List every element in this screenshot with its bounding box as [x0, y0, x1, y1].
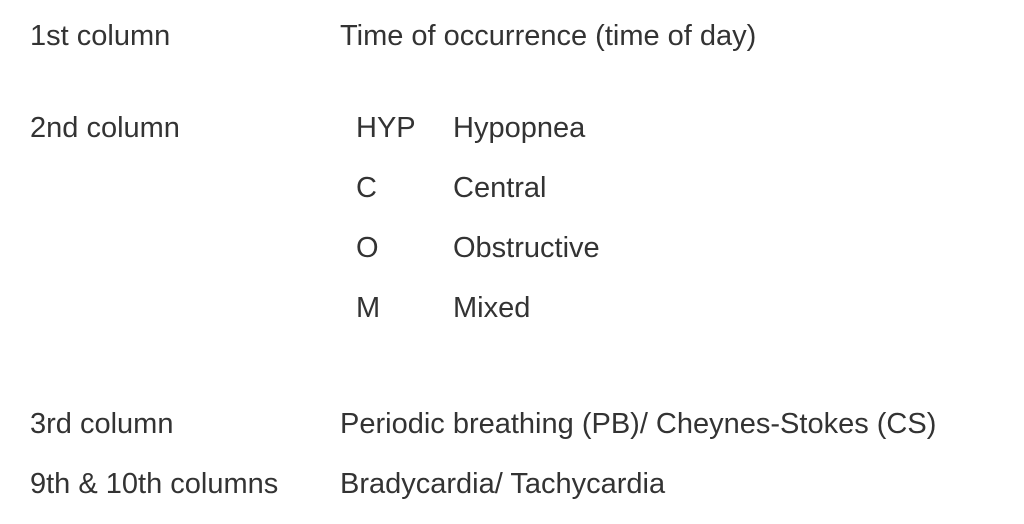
code-o: O [356, 232, 379, 264]
code-meaning-hypopnea: Hypopnea [453, 112, 586, 144]
code-meaning-mixed: Mixed [453, 292, 531, 324]
code-meaning-central: Central [453, 172, 547, 204]
row-value-bradycardia-tachycardia: Bradycardia/ Tachycardia [340, 468, 666, 500]
row-value-periodic-breathing: Periodic breathing (PB)/ Cheynes-Stokes (CS) [340, 408, 937, 440]
row-label-2nd-column: 2nd column [30, 112, 180, 144]
row-label-9th-10th-columns: 9th & 10th columns [30, 468, 279, 500]
row-value-time-of-occurrence: Time of occurrence (time of day) [340, 20, 757, 52]
code-meaning-obstructive: Obstructive [453, 232, 600, 264]
code-c: C [356, 172, 377, 204]
row-label-1st-column: 1st column [30, 20, 171, 52]
row-label-3rd-column: 3rd column [30, 408, 174, 440]
code-m: M [356, 292, 381, 324]
code-hyp: HYP [356, 112, 416, 144]
